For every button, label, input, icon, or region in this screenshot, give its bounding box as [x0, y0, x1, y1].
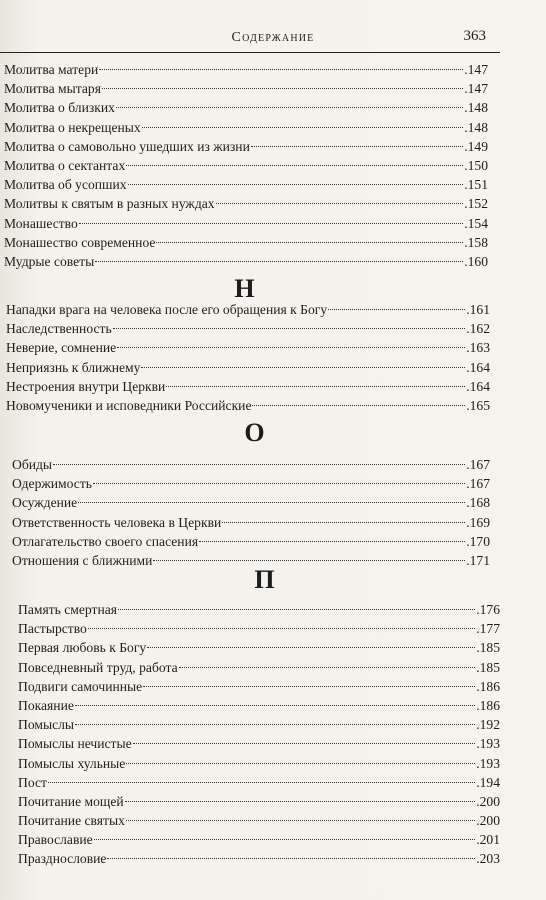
toc-entry-page: .149 — [464, 138, 488, 154]
toc-entry — [4, 156, 488, 175]
toc-entry-title: Нападки врага на человека после его обращения к Богу — [6, 302, 328, 317]
dot-leader — [179, 667, 476, 668]
toc-entry-page: .147 — [464, 81, 488, 97]
toc-entry-title: Память смертная — [18, 602, 118, 617]
toc-entry — [18, 849, 500, 868]
toc-entry-page: .201 — [476, 832, 500, 848]
toc-entry — [12, 532, 490, 551]
dot-leader — [156, 242, 463, 243]
toc-entry-page: .193 — [476, 755, 500, 771]
toc-entry — [4, 98, 488, 117]
toc-entry-title: Покаяние — [18, 697, 74, 713]
dot-leader — [116, 107, 463, 108]
dot-leader — [147, 647, 475, 648]
toc-entry-title: Молитва матери — [4, 62, 99, 77]
dot-leader — [126, 165, 463, 166]
toc-entry-title: Молитва о близких — [4, 100, 115, 116]
toc-entry-title: Помыслы — [18, 717, 75, 733]
toc-entry-page: .158 — [464, 234, 488, 250]
toc-entry-page: .185 — [476, 659, 500, 675]
toc-entry-title: Пост — [18, 774, 47, 790]
toc-entry-page: .147 — [464, 62, 488, 77]
dot-leader — [75, 705, 475, 706]
dot-leader — [328, 309, 465, 310]
toc-entry — [12, 455, 490, 474]
toc-entry-title: Молитва о сектантах — [4, 157, 126, 173]
toc-entry-title: Помыслы хульные — [18, 755, 126, 771]
dot-leader — [216, 203, 464, 204]
dot-leader — [95, 261, 463, 262]
dot-leader — [153, 560, 465, 561]
toc-entry-page: .150 — [464, 157, 488, 173]
toc-entry — [18, 754, 500, 773]
toc-entry-page: .200 — [476, 813, 500, 829]
toc-entry-title: Пастырство — [18, 621, 87, 637]
toc-entry-title: Молитвы к святым в разных нуждах — [4, 196, 215, 212]
toc-entry-title: Почитание мощей — [18, 793, 124, 809]
toc-entry — [4, 118, 488, 137]
dot-leader — [252, 405, 465, 406]
toc-entry-page: .193 — [476, 736, 500, 752]
toc-entry-title: Молитва мытаря — [4, 81, 101, 97]
dot-leader — [88, 628, 475, 629]
toc-entry — [18, 677, 500, 696]
dot-leader — [126, 763, 475, 764]
toc-entry-title: Монашество — [4, 215, 78, 231]
dot-leader — [102, 88, 463, 89]
toc-entry-page: .203 — [476, 851, 500, 867]
toc-entry — [18, 811, 500, 830]
toc-entry-page: .170 — [466, 533, 490, 549]
dot-leader — [133, 743, 476, 744]
section-o-entries — [12, 455, 490, 570]
toc-entry — [4, 79, 488, 98]
toc-entry — [6, 319, 490, 338]
toc-entry — [4, 60, 488, 79]
dot-leader — [143, 686, 475, 687]
dot-leader — [48, 782, 475, 783]
toc-entry-page: .148 — [464, 119, 488, 135]
header-title: Содержание — [231, 30, 315, 45]
toc-entry — [18, 658, 500, 677]
toc-entry-page: .164 — [466, 378, 490, 394]
toc-entry-page: .167 — [466, 476, 490, 492]
toc-entry-title: Обиды — [12, 457, 53, 472]
toc-entry-title: Монашество современное — [4, 234, 156, 250]
dot-leader — [126, 820, 475, 821]
toc-entry-title: Новомученики и исповедники Российские — [6, 397, 252, 413]
toc-entry-title: Молитва о некрещеных — [4, 119, 141, 135]
toc-entry — [18, 638, 500, 657]
toc-entry-title: Молитва об усопших — [4, 177, 127, 193]
dot-leader — [142, 127, 464, 128]
toc-entry-page: .151 — [464, 177, 488, 193]
toc-entry-title: Мудрые советы — [4, 253, 95, 269]
toc-entry-title: Наследственность — [6, 321, 112, 337]
toc-entry-title: Почитание святых — [18, 813, 125, 829]
toc-entry — [12, 513, 490, 532]
dot-leader — [99, 69, 463, 70]
dot-leader — [113, 328, 466, 329]
toc-entry-title: Отношения с ближними — [12, 552, 153, 568]
section-letter-n: Н — [234, 274, 256, 303]
section-letter-p: П — [254, 565, 276, 594]
toc-entry — [18, 715, 500, 734]
toc-entry — [4, 175, 488, 194]
toc-entry-page: .177 — [476, 621, 500, 637]
toc-entry-page: .192 — [476, 717, 500, 733]
section-n-entries — [6, 300, 490, 415]
dot-leader — [78, 502, 465, 503]
toc-entry — [18, 696, 500, 715]
dot-leader — [79, 223, 463, 224]
dot-leader — [118, 609, 475, 610]
toc-entry — [18, 792, 500, 811]
dot-leader — [199, 541, 465, 542]
toc-entry — [6, 300, 490, 319]
toc-entry — [4, 137, 488, 156]
dot-leader — [251, 146, 463, 147]
toc-entry-page: .168 — [466, 495, 490, 511]
toc-entry-page: .148 — [464, 100, 488, 116]
dot-leader — [107, 858, 475, 859]
running-header — [0, 26, 546, 50]
toc-entry-title: Помыслы нечистые — [18, 736, 132, 752]
toc-entry-page: .167 — [466, 457, 490, 472]
toc-entry-page: .186 — [476, 678, 500, 694]
dot-leader — [166, 386, 465, 387]
toc-entry — [6, 358, 490, 377]
toc-entry — [4, 214, 488, 233]
dot-leader — [125, 801, 476, 802]
dot-leader — [94, 839, 476, 840]
toc-entry-page: .186 — [476, 697, 500, 713]
toc-entry-page: .185 — [476, 640, 500, 656]
toc-entry-title: Ответственность человека в Церкви — [12, 514, 222, 530]
toc-entry-title: Неприязнь к ближнему — [6, 359, 141, 375]
dot-leader — [128, 184, 464, 185]
toc-entry — [6, 396, 490, 415]
toc-entry-page: .176 — [476, 602, 500, 617]
toc-entry — [4, 194, 488, 213]
toc-entry — [18, 830, 500, 849]
toc-entry-title: Празднословие — [18, 851, 107, 867]
toc-entry-title: Молитва о самовольно ушедших из жизни — [4, 138, 250, 154]
toc-entry-page: .161 — [466, 302, 490, 317]
dot-leader — [222, 522, 465, 523]
section-p-entries — [18, 600, 500, 869]
toc-entry-title: Неверие, сомнение — [6, 340, 117, 356]
toc-entry-title: Нестроения внутри Церкви — [6, 378, 166, 394]
toc-entry-title: Отлагательство своего спасения — [12, 533, 199, 549]
toc-entry — [18, 600, 500, 619]
toc-entry — [6, 377, 490, 396]
toc-entry — [4, 252, 488, 271]
toc-entry-page: .152 — [464, 196, 488, 212]
toc-entry-title: Первая любовь к Богу — [18, 640, 147, 656]
toc-entry-page: .160 — [464, 253, 488, 269]
section-letter-o: О — [244, 418, 266, 447]
toc-entry — [6, 338, 490, 357]
toc-entry — [4, 233, 488, 252]
toc-entry-page: .171 — [466, 552, 490, 568]
toc-entry — [12, 493, 490, 512]
toc-entry-page: .200 — [476, 793, 500, 809]
toc-entry-page: .163 — [466, 340, 490, 356]
toc-entry-title: Православие — [18, 832, 93, 848]
dot-leader — [141, 367, 465, 368]
toc-entry-page: .194 — [476, 774, 500, 790]
dot-leader — [117, 347, 465, 348]
toc-entry-page: .162 — [466, 321, 490, 337]
toc-entry-title: Осуждение — [12, 495, 78, 511]
toc-entry-page: .154 — [464, 215, 488, 231]
toc-entry-page: .165 — [466, 397, 490, 413]
toc-entry-title: Подвиги самочинные — [18, 678, 143, 694]
header-rule — [0, 52, 500, 53]
toc-entry — [18, 619, 500, 638]
dot-leader — [93, 483, 465, 484]
toc-entry — [18, 734, 500, 753]
section-m-entries — [4, 60, 488, 271]
toc-entry-title: Одержимость — [12, 476, 92, 492]
toc-entry — [12, 474, 490, 493]
dot-leader — [75, 724, 475, 725]
dot-leader — [53, 464, 465, 465]
page-number: 363 — [463, 28, 486, 44]
toc-entry-page: .169 — [466, 514, 490, 530]
toc-entry — [18, 773, 500, 792]
toc-entry-title: Повседневный труд, работа — [18, 659, 178, 675]
toc-entry-page: .164 — [466, 359, 490, 375]
